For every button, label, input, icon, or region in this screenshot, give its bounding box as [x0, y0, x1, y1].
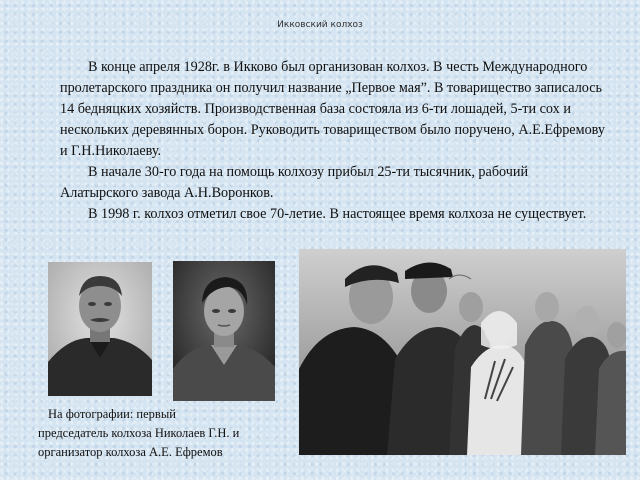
- portrait-photo-efremov: [173, 261, 275, 401]
- group-photo-image: [299, 249, 626, 455]
- paragraph-2: В начале 30-го года на помощь колхозу прибыл 25-ти тысячник, рабочий Алатырского завода А.Н.Воронков.: [60, 164, 529, 201]
- caption-line-1: На фотографии: первый: [48, 407, 176, 421]
- caption-line-2: председатель колхоза Николаев Г.Н. и организатор колхоза А.Е. Ефремов: [38, 426, 240, 459]
- portrait-efremov-image: [173, 261, 275, 401]
- group-photo: [299, 249, 626, 455]
- paragraph-1: В конце апреля 1928г. в Икково был организован колхоз. В честь Международного пролетарского праздника он получил название „Первое мая”. В товарищество записалось 14 бедняцких хозяйств. Производственная база состояла из 6-ти лошадей, 5-ти сох и нескольких деревянных борон. Руководить товариществом было поручено, А.Е.Ефремову и Г.Н.Николаеву.: [60, 59, 605, 159]
- paragraph-3: В 1998 г. колхоз отметил свое 70-летие. В настоящее время колхоза не существует.: [88, 206, 587, 222]
- body-text: [60, 57, 605, 225]
- portrait-photo-nikolaev: [48, 262, 152, 396]
- portrait-nikolaev-image: [48, 262, 152, 396]
- slide-title: Икковский колхоз: [277, 20, 363, 30]
- photo-caption: [38, 405, 283, 462]
